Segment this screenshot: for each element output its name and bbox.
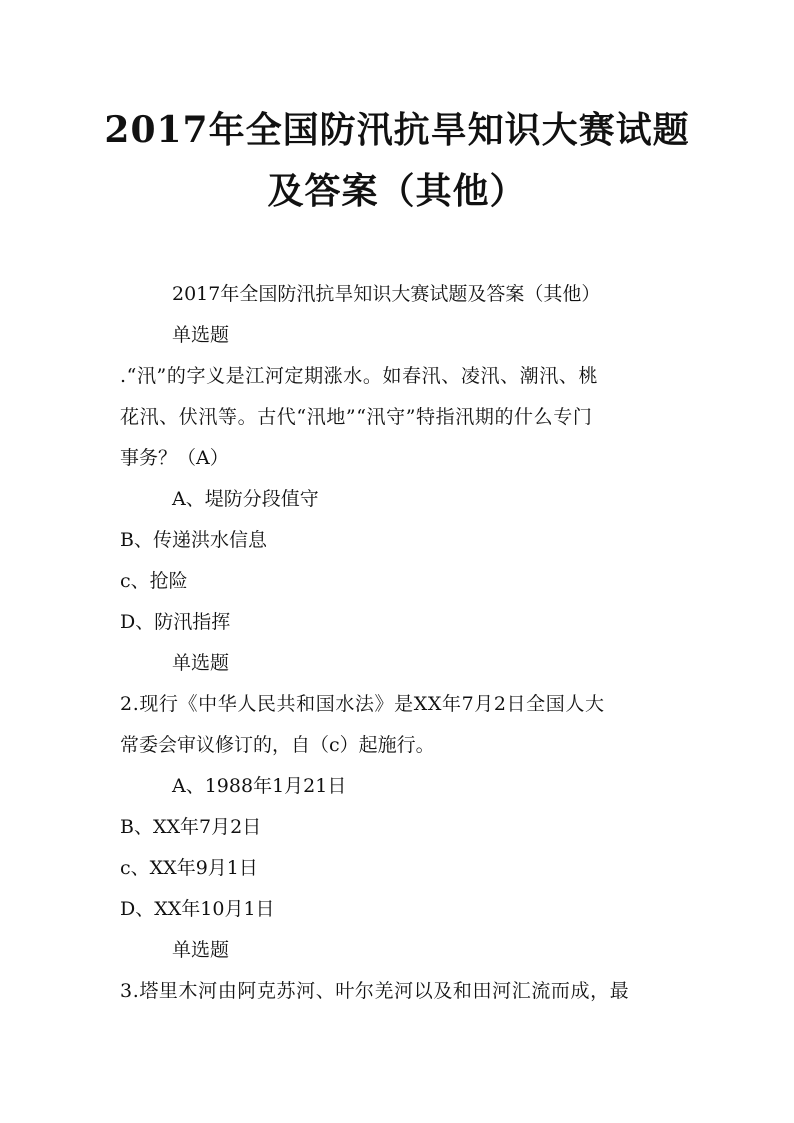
question-type-label: 单选题 [172, 652, 230, 674]
question-type-label: 单选题 [172, 324, 230, 346]
document-title-line-1: 2017年全国防汛抗旱知识大赛试题 [104, 109, 690, 151]
question-text-line: 常委会审议修订的，自（c）起施行。 [120, 734, 435, 756]
answer-option: c、抢险 [120, 570, 188, 592]
answer-option: D、XX年10月1日 [120, 898, 275, 920]
question-text-line: 3.塔里木河由阿克苏河、叶尔羌河以及和田河汇流而成，最 [120, 980, 630, 1002]
question-text-line: 花汛、伏汛等。古代“汛地”“汛守”特指汛期的什么专门 [120, 406, 593, 428]
answer-option: B、传递洪水信息 [120, 529, 267, 551]
answer-option: B、XX年7月2日 [120, 816, 262, 838]
answer-option: D、防汛指挥 [120, 611, 231, 633]
question-text-line: .“汛”的字义是江河定期涨水。如春汛、凌汛、潮汛、桃 [120, 365, 599, 387]
question-type-label: 单选题 [172, 939, 230, 961]
document-title-line-2: 及答案（其他） [267, 170, 527, 212]
question-text-line: 2.现行《中华人民共和国水法》是XX年7月2日全国人大 [120, 693, 605, 715]
document-body [120, 274, 676, 1012]
document-subtitle: 2017年全国防汛抗旱知识大赛试题及答案（其他） [172, 283, 601, 305]
answer-option: A、堤防分段值守 [172, 488, 319, 510]
question-text-line: 事务？（A） [120, 447, 229, 469]
answer-option: A、1988年1月21日 [172, 775, 347, 797]
answer-option: c、XX年9月1日 [120, 857, 258, 879]
